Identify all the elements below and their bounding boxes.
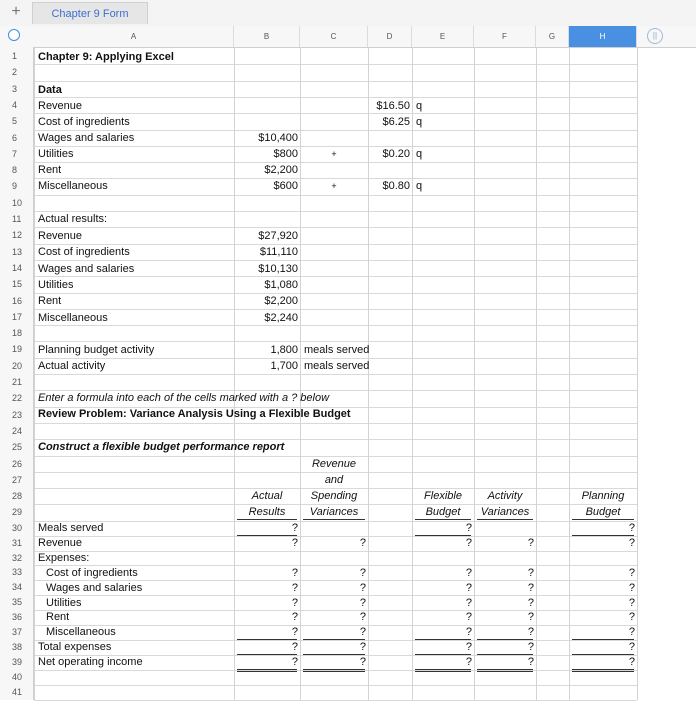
row-number[interactable]: 32 bbox=[12, 552, 23, 563]
report-cell-b[interactable]: ? bbox=[291, 536, 298, 549]
data-utilities-plus[interactable]: + bbox=[331, 149, 337, 159]
planning-activity-unit[interactable]: meals served bbox=[304, 344, 370, 356]
report-cell-f[interactable]: ? bbox=[527, 641, 534, 654]
row-number[interactable]: 26 bbox=[12, 458, 23, 469]
data-ingredients-rate[interactable]: $6.25 bbox=[382, 116, 410, 128]
double-underline bbox=[572, 669, 634, 672]
row-number[interactable]: 9 bbox=[12, 181, 18, 192]
data-revenue-unit[interactable]: q bbox=[416, 100, 423, 112]
actual-item-label: Revenue bbox=[38, 230, 83, 242]
row-number[interactable]: 13 bbox=[12, 246, 23, 257]
double-underline bbox=[303, 669, 365, 672]
data-utilities-unit[interactable]: q bbox=[416, 148, 423, 160]
report-cell-c[interactable]: ? bbox=[359, 611, 366, 624]
actual-item-value[interactable]: $1,080 bbox=[264, 278, 298, 291]
row-gridline bbox=[34, 97, 637, 98]
report-cell-f[interactable]: ? bbox=[527, 596, 534, 609]
report-cell-h[interactable]: ? bbox=[628, 596, 635, 609]
report-cell-e[interactable]: ? bbox=[465, 626, 472, 639]
data-wages-label: Wages and salaries bbox=[38, 132, 135, 144]
report-cell-e[interactable]: ? bbox=[465, 522, 472, 534]
total-underline bbox=[303, 639, 365, 640]
row-gridline bbox=[34, 227, 637, 228]
report-cell-h[interactable]: ? bbox=[628, 626, 635, 639]
sheet-tab-bar bbox=[0, 0, 696, 27]
report-cell-c[interactable]: ? bbox=[359, 656, 366, 669]
total-underline bbox=[415, 654, 471, 655]
actual-item-value[interactable]: $2,200 bbox=[264, 295, 298, 308]
report-row-label: Cost of ingredients bbox=[46, 566, 138, 579]
data-revenue-rate[interactable]: $16.50 bbox=[376, 100, 410, 112]
row-number[interactable]: 14 bbox=[12, 262, 23, 273]
actual-item-value[interactable]: $2,240 bbox=[264, 311, 298, 324]
header-actual: Actual bbox=[251, 490, 283, 502]
column-header-a[interactable]: A bbox=[34, 26, 234, 47]
report-cell-f[interactable]: ? bbox=[527, 581, 534, 594]
header-results: Results bbox=[248, 506, 286, 518]
row-gridline bbox=[34, 211, 637, 212]
report-cell-c[interactable]: ? bbox=[359, 641, 366, 654]
report-cell-b[interactable]: ? bbox=[291, 522, 298, 534]
planning-activity-label: Planning budget activity bbox=[38, 344, 155, 356]
report-row-label: Meals served bbox=[38, 522, 104, 534]
row-gridline bbox=[34, 521, 637, 522]
report-cell-f[interactable]: ? bbox=[527, 536, 534, 549]
column-header-c[interactable]: C bbox=[300, 26, 368, 47]
double-underline bbox=[415, 669, 471, 672]
row-number[interactable]: 27 bbox=[12, 474, 23, 485]
total-underline bbox=[572, 535, 634, 536]
report-cell-b[interactable]: ? bbox=[291, 656, 298, 669]
row-number[interactable]: 23 bbox=[12, 409, 23, 420]
row-number[interactable]: 10 bbox=[12, 197, 23, 208]
double-underline bbox=[477, 669, 533, 672]
actual-activity-unit[interactable]: meals served bbox=[304, 360, 370, 372]
report-row-label: Utilities bbox=[46, 596, 82, 609]
row-number[interactable]: 8 bbox=[12, 165, 18, 176]
report-cell-h[interactable]: ? bbox=[628, 581, 635, 594]
row-number[interactable]: 3 bbox=[12, 83, 18, 94]
report-row-label: Wages and salaries bbox=[46, 581, 143, 594]
row-gridline bbox=[34, 81, 637, 82]
header-flexible: Flexible bbox=[424, 490, 462, 502]
row-number[interactable]: 38 bbox=[12, 641, 23, 652]
report-cell-f[interactable]: ? bbox=[527, 611, 534, 624]
row-gridline bbox=[34, 309, 637, 310]
report-cell-b[interactable]: ? bbox=[291, 596, 298, 609]
row-gridline bbox=[34, 162, 637, 163]
total-underline bbox=[572, 654, 634, 655]
column-header-g[interactable]: G bbox=[536, 26, 569, 47]
data-heading: Data bbox=[38, 84, 62, 96]
data-utilities-rate[interactable]: $0.20 bbox=[382, 148, 410, 160]
row-number[interactable]: 1 bbox=[12, 51, 18, 61]
report-cell-b[interactable]: ? bbox=[291, 581, 298, 594]
report-cell-h[interactable]: ? bbox=[628, 522, 635, 534]
report-cell-h[interactable]: ? bbox=[628, 536, 635, 549]
actual-item-value[interactable]: $27,920 bbox=[258, 230, 298, 242]
pause-icon[interactable]: || bbox=[647, 28, 663, 44]
row-number[interactable]: 24 bbox=[12, 425, 23, 436]
row-gridline bbox=[34, 325, 637, 326]
report-row-label: Total expenses bbox=[38, 641, 112, 654]
column-header-f[interactable]: F bbox=[474, 26, 536, 47]
row-number[interactable]: 37 bbox=[12, 627, 23, 637]
report-cell-e[interactable]: ? bbox=[465, 536, 472, 549]
report-cell-c[interactable]: ? bbox=[359, 626, 366, 639]
actual-item-label: Utilities bbox=[38, 278, 74, 291]
row-number[interactable]: 36 bbox=[12, 612, 23, 623]
total-underline bbox=[237, 535, 297, 536]
header-spending-variances: Variances bbox=[309, 506, 359, 518]
data-ingredients-unit[interactable]: q bbox=[416, 116, 423, 128]
total-underline bbox=[572, 639, 634, 640]
row-number[interactable]: 40 bbox=[12, 671, 23, 682]
report-cell-e[interactable]: ? bbox=[465, 566, 472, 579]
row-number[interactable]: 2 bbox=[12, 67, 18, 78]
row-number[interactable]: 17 bbox=[12, 311, 23, 322]
header-revenue: Revenue bbox=[311, 458, 357, 470]
row-number[interactable]: 18 bbox=[12, 328, 23, 339]
report-cell-e[interactable]: ? bbox=[465, 641, 472, 654]
row-number[interactable]: 11 bbox=[12, 214, 22, 224]
header-and: and bbox=[324, 474, 344, 486]
data-misc-plus[interactable]: + bbox=[331, 181, 337, 191]
column-gridline bbox=[637, 47, 638, 700]
actual-item-value[interactable]: $11,110 bbox=[259, 246, 298, 259]
row-number[interactable]: 34 bbox=[12, 582, 23, 593]
report-cell-f[interactable]: ? bbox=[527, 566, 534, 579]
planning-activity-value[interactable]: 1,800 bbox=[270, 344, 298, 356]
data-wages-fixed[interactable]: $10,400 bbox=[258, 132, 298, 144]
row-number[interactable]: 29 bbox=[12, 507, 23, 518]
report-row-label: Expenses: bbox=[38, 551, 90, 564]
data-misc-label: Miscellaneous bbox=[38, 180, 108, 192]
report-cell-c[interactable]: ? bbox=[359, 596, 366, 609]
data-misc-fixed[interactable]: $600 bbox=[273, 180, 298, 192]
total-underline bbox=[477, 639, 533, 640]
header-planning-budget: Budget bbox=[585, 506, 621, 518]
column-gridline bbox=[34, 47, 35, 700]
row-number[interactable]: 21 bbox=[12, 377, 23, 387]
row-number[interactable]: 22 bbox=[12, 393, 23, 404]
total-underline bbox=[415, 639, 471, 640]
row-number[interactable]: 20 bbox=[12, 360, 23, 371]
row-gridline bbox=[34, 195, 637, 196]
row-number[interactable]: 5 bbox=[12, 116, 18, 127]
header-flexible-budget: Budget bbox=[425, 506, 461, 518]
report-cell-e[interactable]: ? bbox=[465, 611, 472, 624]
data-misc-rate[interactable]: $0.80 bbox=[382, 180, 410, 192]
report-row-label: Rent bbox=[46, 611, 70, 624]
actual-heading: Actual results: bbox=[38, 213, 108, 225]
row-number[interactable]: 16 bbox=[12, 295, 23, 306]
report-cell-b[interactable]: ? bbox=[291, 626, 298, 639]
report-cell-b[interactable]: ? bbox=[291, 641, 298, 654]
total-underline bbox=[237, 639, 297, 640]
select-all-circle-icon[interactable] bbox=[8, 29, 20, 41]
data-misc-unit[interactable]: q bbox=[416, 180, 423, 192]
report-row-label: Revenue bbox=[38, 536, 83, 549]
column-header-h[interactable]: H bbox=[569, 26, 637, 47]
actual-item-label: Wages and salaries bbox=[38, 262, 135, 275]
actual-item-label: Rent bbox=[38, 295, 62, 308]
row-number[interactable]: 19 bbox=[12, 344, 23, 355]
row-number[interactable]: 15 bbox=[12, 279, 23, 290]
report-cell-e[interactable]: ? bbox=[465, 581, 472, 594]
report-cell-h[interactable]: ? bbox=[628, 566, 635, 579]
report-cell-c[interactable]: ? bbox=[359, 566, 366, 579]
add-sheet-icon[interactable]: + bbox=[11, 3, 21, 20]
construct-report-title: Construct a flexible budget performance report bbox=[38, 441, 285, 453]
data-utilities-fixed[interactable]: $800 bbox=[273, 148, 298, 160]
actual-item-label: Cost of ingredients bbox=[38, 246, 130, 259]
sheet-title: Chapter 9: Applying Excel bbox=[38, 51, 174, 63]
row-number[interactable]: 4 bbox=[12, 99, 18, 110]
row-number[interactable]: 35 bbox=[12, 597, 23, 608]
double-underline bbox=[237, 669, 297, 672]
actual-item-label: Miscellaneous bbox=[38, 311, 108, 324]
report-cell-e[interactable]: ? bbox=[465, 656, 472, 669]
total-underline bbox=[237, 654, 297, 655]
report-cell-h[interactable]: ? bbox=[628, 641, 635, 654]
instruction-text: Enter a formula into each of the cells marked with a ? below bbox=[38, 392, 330, 404]
row-number[interactable]: 39 bbox=[12, 656, 23, 667]
column-header-b[interactable]: B bbox=[234, 26, 300, 47]
total-underline bbox=[477, 654, 533, 655]
row-number[interactable]: 28 bbox=[12, 491, 23, 502]
total-underline bbox=[415, 535, 471, 536]
column-gridline bbox=[536, 47, 537, 700]
report-cell-c[interactable]: ? bbox=[359, 536, 366, 549]
data-revenue-label: Revenue bbox=[38, 100, 83, 112]
row-number[interactable]: 41 bbox=[12, 686, 23, 697]
row-gridline bbox=[34, 374, 637, 375]
report-cell-e[interactable]: ? bbox=[465, 596, 472, 609]
review-problem-title: Review Problem: Variance Analysis Using a Flexible Budget bbox=[38, 408, 351, 420]
header-spending: Spending bbox=[310, 490, 358, 502]
row-number[interactable]: 12 bbox=[12, 230, 23, 241]
row-gridline bbox=[34, 293, 637, 294]
actual-activity-value[interactable]: 1,700 bbox=[270, 360, 298, 372]
row-number[interactable]: 25 bbox=[12, 442, 23, 453]
report-cell-b[interactable]: ? bbox=[291, 611, 298, 624]
report-cell-h[interactable]: ? bbox=[628, 656, 635, 669]
report-cell-c[interactable]: ? bbox=[359, 581, 366, 594]
report-row-label: Net operating income bbox=[38, 656, 143, 669]
report-row-label: Miscellaneous bbox=[46, 626, 116, 639]
sheet-tab[interactable]: Chapter 9 Form bbox=[32, 2, 148, 24]
header-planning: Planning bbox=[581, 490, 625, 502]
data-rent-label: Rent bbox=[38, 164, 62, 176]
row-number[interactable]: 7 bbox=[12, 148, 18, 159]
data-rent-fixed[interactable]: $2,200 bbox=[264, 164, 298, 176]
total-underline bbox=[303, 654, 365, 655]
column-header-d[interactable]: D bbox=[368, 26, 412, 47]
actual-activity-label: Actual activity bbox=[38, 360, 106, 372]
row-gridline bbox=[34, 423, 637, 424]
data-utilities-label: Utilities bbox=[38, 148, 74, 160]
header-activity: Activity bbox=[487, 490, 523, 502]
column-header-e[interactable]: E bbox=[412, 26, 474, 47]
data-ingredients-label: Cost of ingredients bbox=[38, 116, 130, 128]
report-cell-f[interactable]: ? bbox=[527, 626, 534, 639]
header-activity-variances: Variances bbox=[480, 506, 530, 518]
row-number[interactable]: 31 bbox=[12, 537, 23, 548]
actual-item-value[interactable]: $10,130 bbox=[258, 262, 298, 275]
row-number[interactable]: 6 bbox=[12, 132, 18, 143]
report-cell-f[interactable]: ? bbox=[527, 656, 534, 669]
report-cell-b[interactable]: ? bbox=[291, 566, 298, 579]
report-cell-h[interactable]: ? bbox=[628, 611, 635, 624]
row-gridline bbox=[34, 685, 637, 686]
row-number[interactable]: 30 bbox=[12, 522, 23, 533]
row-number[interactable]: 33 bbox=[12, 567, 23, 578]
